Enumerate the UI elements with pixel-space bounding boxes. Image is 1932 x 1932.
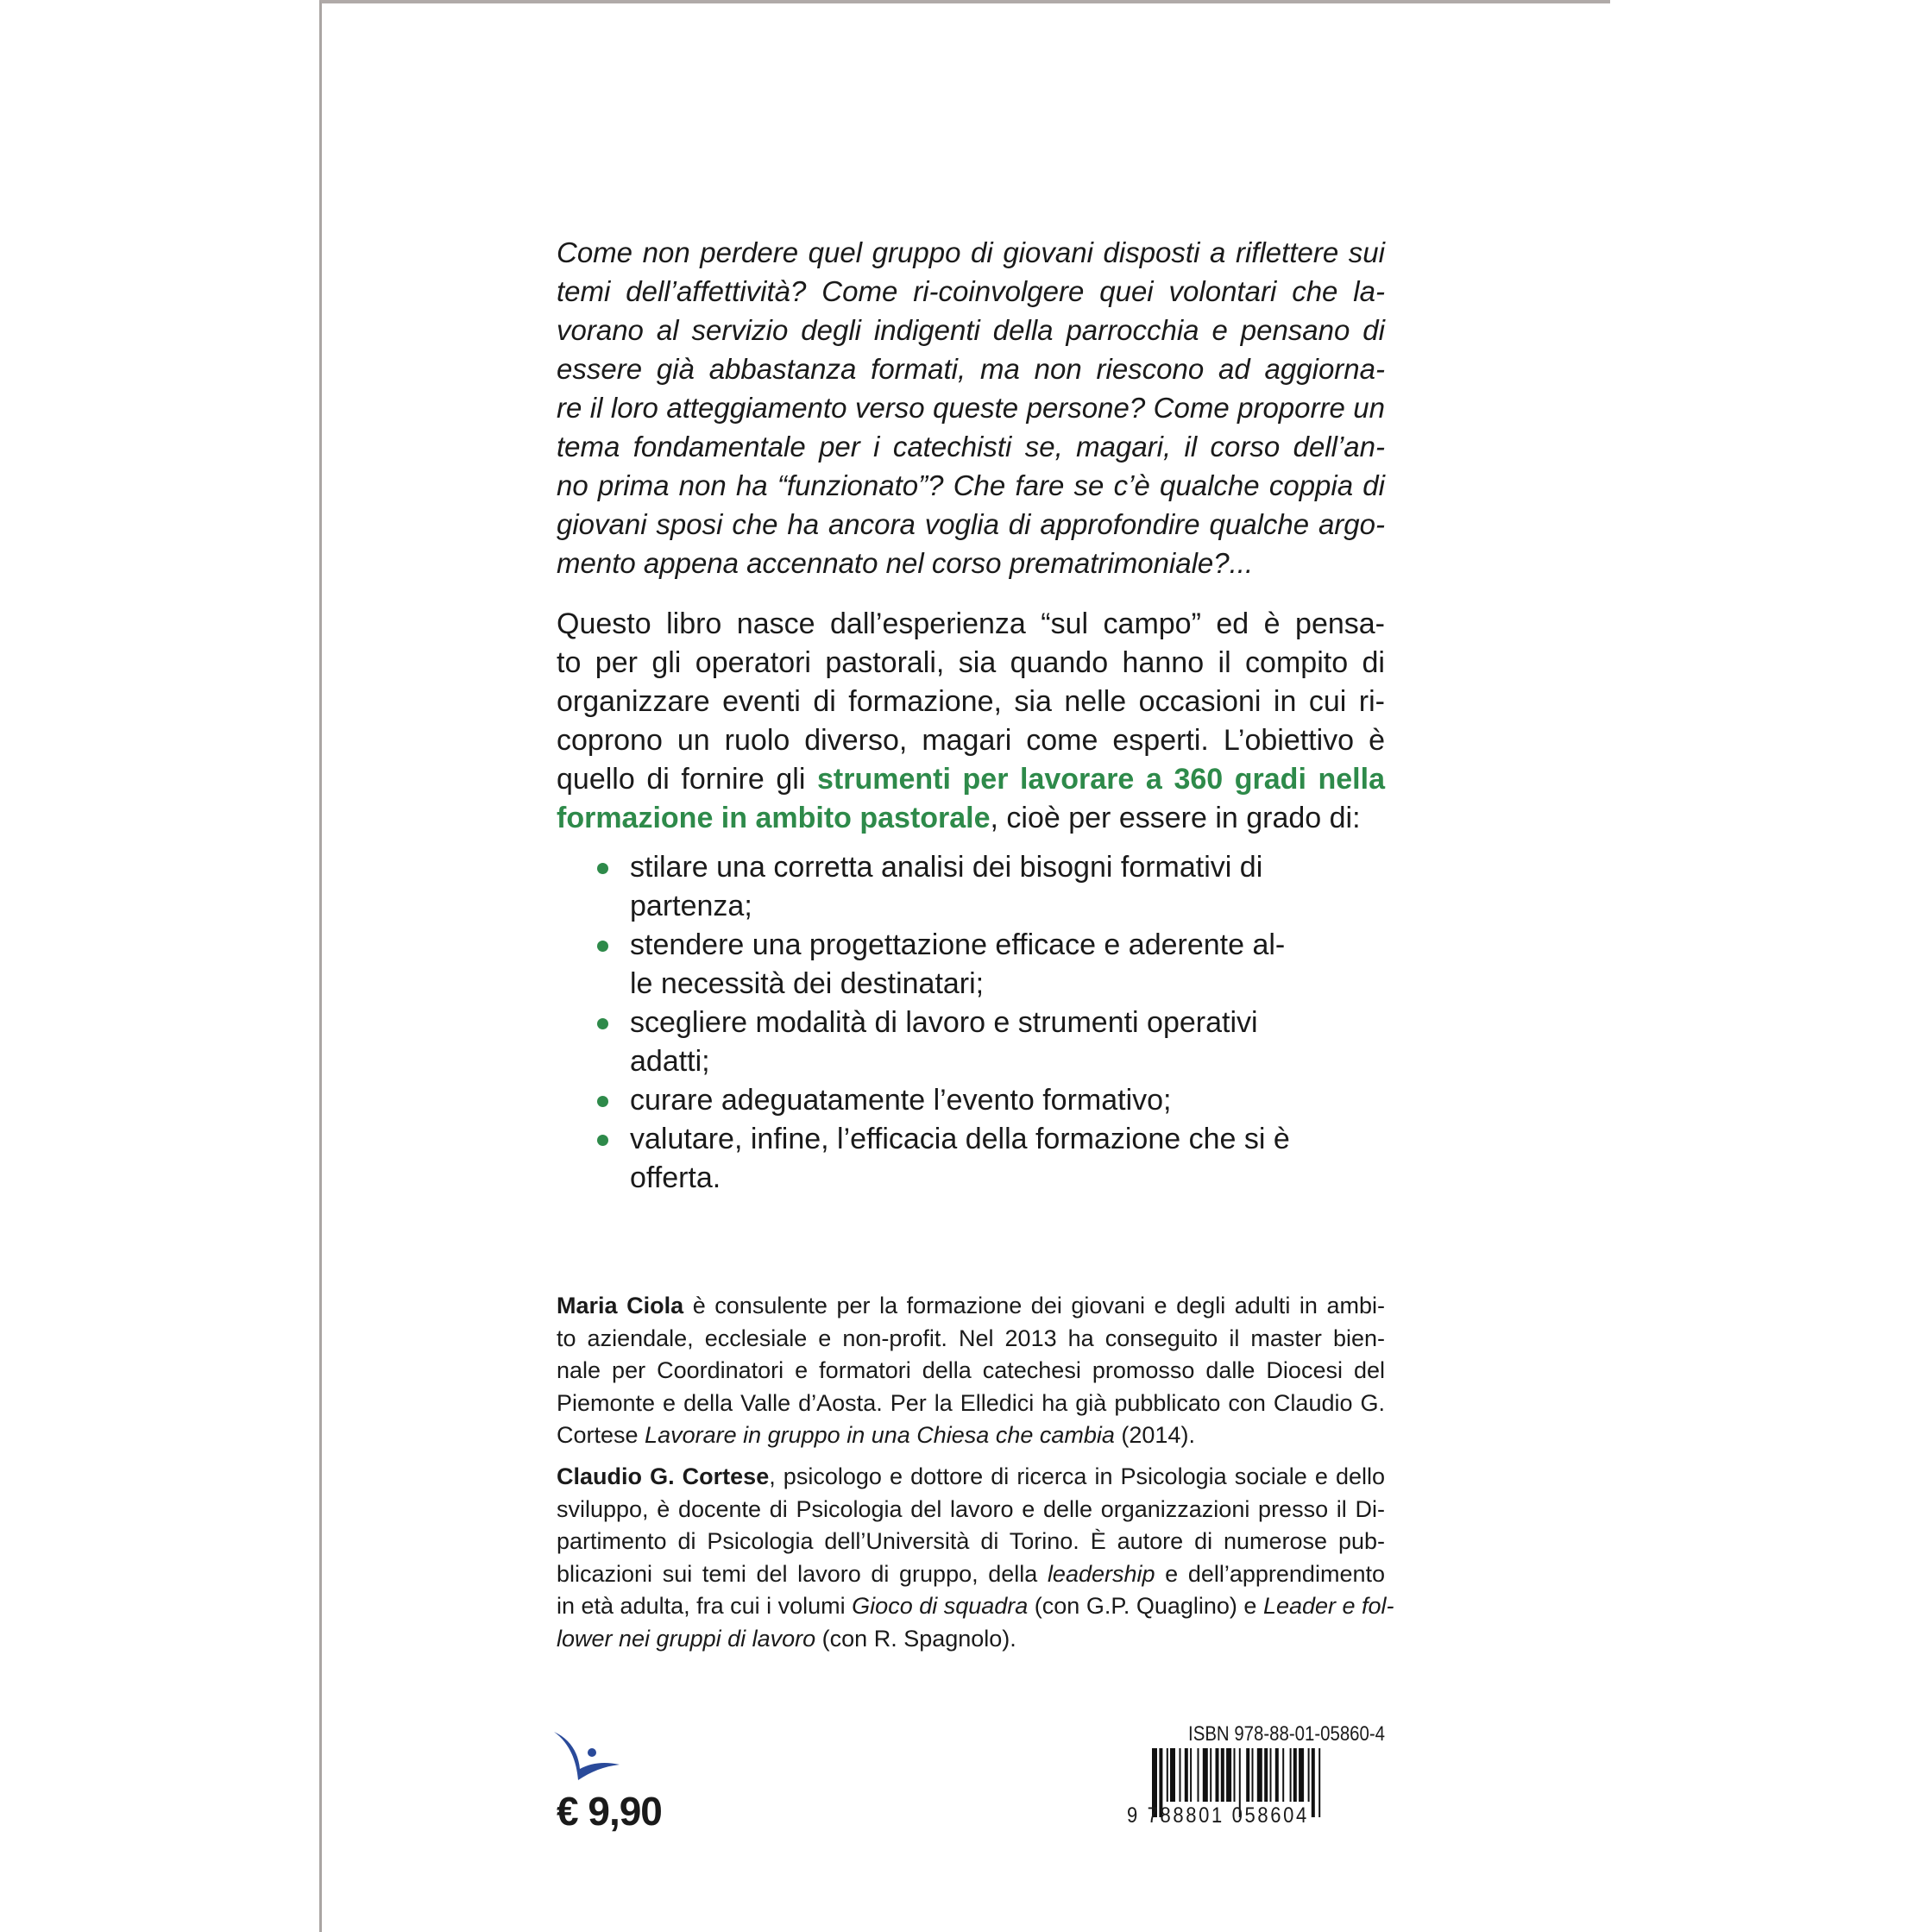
author-bio-maria-ciola [557,1290,1385,1452]
text-segment: (con R. Spagnolo). [815,1625,1016,1652]
text-segment: e dell’apprendimento [1155,1560,1385,1587]
text-segment: in età adulta, fra cui i volumi [557,1593,853,1620]
text-line [557,644,1385,683]
text-line [557,1388,1385,1420]
text-segment: (2014). [1114,1422,1195,1449]
list-item [595,1081,1372,1120]
text-segment: quello di fornire gli [557,763,817,796]
text-segment: to aziendale, ecclesiale e non-profit. Nel 2013 ha conseguito il master bien- [557,1325,1385,1351]
list-item [595,926,1372,1004]
list-item [595,848,1372,926]
text-segment: to per gli operatori pastorali, sia quando hanno il compito di [557,646,1385,679]
isbn-label: ISBN 978-88-01-05860-4 [1188,1722,1385,1746]
highlight-text: strumenti per lavorare a 360 gradi nella [817,763,1385,796]
text-line [557,605,1385,644]
list-item [595,1004,1372,1081]
text-line [557,721,1385,760]
text-segment: Cortese [557,1422,645,1449]
text-line [557,1461,1385,1494]
text-line [557,1590,1394,1623]
list-item-text: scegliere modalità di lavoro e strumenti operativi [630,1006,1258,1039]
text-segment: tema fondamentale per i catechisti se, magari, il corso dell’an- [557,431,1385,463]
barcode-bar [1282,1748,1284,1802]
text-line [557,272,1385,311]
barcode-bar [1203,1748,1208,1802]
text-segment: vorano al servizio degli indigenti della parrocchia e pensano di [557,314,1385,346]
text-line [557,799,1385,838]
text-segment: no prima non ha “funzionato”? Che fare se c’è qualche coppia di [557,469,1385,501]
text-line [557,349,1385,388]
price: € 9,90 [557,1789,662,1834]
text-line [557,683,1385,721]
list-item-text: partenza; [630,890,752,922]
text-line [557,1419,1385,1452]
text-segment: è consulente per la formazione dei giovani e degli adulti in ambi- [683,1293,1385,1318]
text-segment: Lavorare in gruppo in una Chiesa che cambia [645,1422,1115,1449]
author-name: Claudio G. Cortese [557,1463,770,1489]
text-segment: (con G.P. Quaglino) e [1028,1593,1263,1620]
barcode-bar [1252,1748,1254,1802]
barcode-bar [1264,1748,1268,1802]
barcode-bar [1257,1748,1262,1802]
text-segment: , cioè per essere in grado di: [990,802,1361,834]
barcode-bar [1299,1748,1304,1802]
text-line [557,233,1385,272]
text-line [557,466,1385,505]
barcode-bar [1167,1748,1168,1802]
text-line [557,1290,1385,1323]
text-segment: Piemonte e della Valle d’Aosta. Per la Elledici ha già pubblicato con Claudio G. [557,1389,1385,1416]
text-line [557,760,1385,799]
text-segment: Come non perdere quel gruppo di giovani disposti a riflettere sui [557,236,1385,268]
text-segment: leadership [1047,1560,1155,1587]
text-line [557,1526,1385,1558]
barcode-bar [1185,1748,1188,1802]
text-line [557,1623,1385,1656]
barcode-bar [1293,1748,1297,1802]
bullet-icon [597,941,608,952]
bullet-icon [597,863,608,874]
barcode-bar [1308,1748,1310,1802]
barcode-bar [1216,1748,1219,1802]
bullet-icon [597,1096,608,1107]
text-segment: re il loro atteggiamento verso queste persone? Come proporre un [557,392,1385,424]
intro-questions [557,233,1385,582]
highlight-text: formazione in ambito pastorale [557,802,991,834]
text-segment: sviluppo, è docente di Psicologia del lavoro e delle organizzazioni presso il Di- [557,1495,1385,1522]
text-segment: nale per Coordinatori e formatori della catechesi promosso dalle Diocesi del [557,1357,1385,1384]
text-segment: organizzare eventi di formazione, sia nelle occasioni in cui ri- [557,685,1385,718]
list-item-text: curare adeguatamente l’evento formativo; [630,1084,1172,1117]
list-item-text: offerta. [630,1161,721,1194]
text-segment: lower nei gruppi di lavoro [557,1625,816,1652]
barcode-bar [1290,1748,1292,1802]
list-item-text: stendere una progettazione efficace e aderente al- [630,928,1286,961]
list-item-text: adatti; [630,1045,710,1078]
barcode-bar [1190,1748,1192,1802]
text-line [557,427,1385,466]
barcode-bar [1198,1748,1199,1802]
barcode-bar [1234,1748,1236,1802]
barcode-bar [1170,1748,1175,1802]
text-segment: blicazioni sui temi del lavoro di gruppo, della [557,1560,1048,1587]
text-segment: coprono un ruolo diverso, magari come esperti. L’obiettivo è [557,724,1385,757]
bullet-icon [597,1135,608,1146]
text-line [557,1558,1385,1591]
barcode-bar [1246,1748,1249,1802]
author-name: Maria Ciola [557,1293,684,1318]
barcode-digits: 9 788801 058604 [1127,1803,1309,1828]
barcode-bar [1210,1748,1211,1802]
barcode-bar [1270,1748,1272,1802]
bullet-icon [597,1018,608,1029]
description-paragraph [557,605,1385,838]
publisher-logo-icon [552,1730,639,1782]
text-line [557,505,1385,544]
text-line [557,544,1385,582]
objectives-list [595,848,1372,1198]
author-bio-claudio-cortese [557,1461,1394,1656]
text-segment: , psicologo e dottore di ricerca in Psicologia sociale e dello [769,1463,1385,1489]
barcode-bar [1226,1748,1231,1802]
list-item-text: valutare, infine, l’efficacia della formazione che si è [630,1123,1290,1155]
text-line [557,311,1385,349]
text-line [557,1355,1385,1388]
text-segment: giovani sposi che ha ancora voglia di approfondire qualche argo- [557,508,1385,540]
text-segment: Gioco di squadra [852,1593,1029,1620]
text-segment: mento appena accennato nel corso prematrimoniale?... [557,547,1254,579]
text-segment: partimento di Psicologia dell’Università di Torino. È autore di numerose pub- [557,1528,1385,1555]
list-item [595,1120,1372,1198]
text-line [557,388,1385,427]
text-segment: Leader e fol- [1262,1593,1394,1620]
text-segment: Questo libro nasce dall’esperienza “sul campo” ed è pensa- [557,607,1385,640]
text-segment: essere già abbastanza formati, ma non riescono ad aggiorna- [557,353,1385,385]
barcode-bar [1221,1748,1224,1802]
barcode-bar [1180,1748,1181,1802]
list-item-text: stilare una corretta analisi dei bisogni formativi di [630,851,1263,884]
list-item-text: le necessità dei destinatari; [630,967,985,1000]
barcode-bar [1275,1748,1279,1802]
text-line [557,1323,1385,1356]
text-line [557,1494,1385,1526]
text-segment: temi dell’affettività? Come ri-coinvolgere quei volontari che la- [557,275,1385,307]
